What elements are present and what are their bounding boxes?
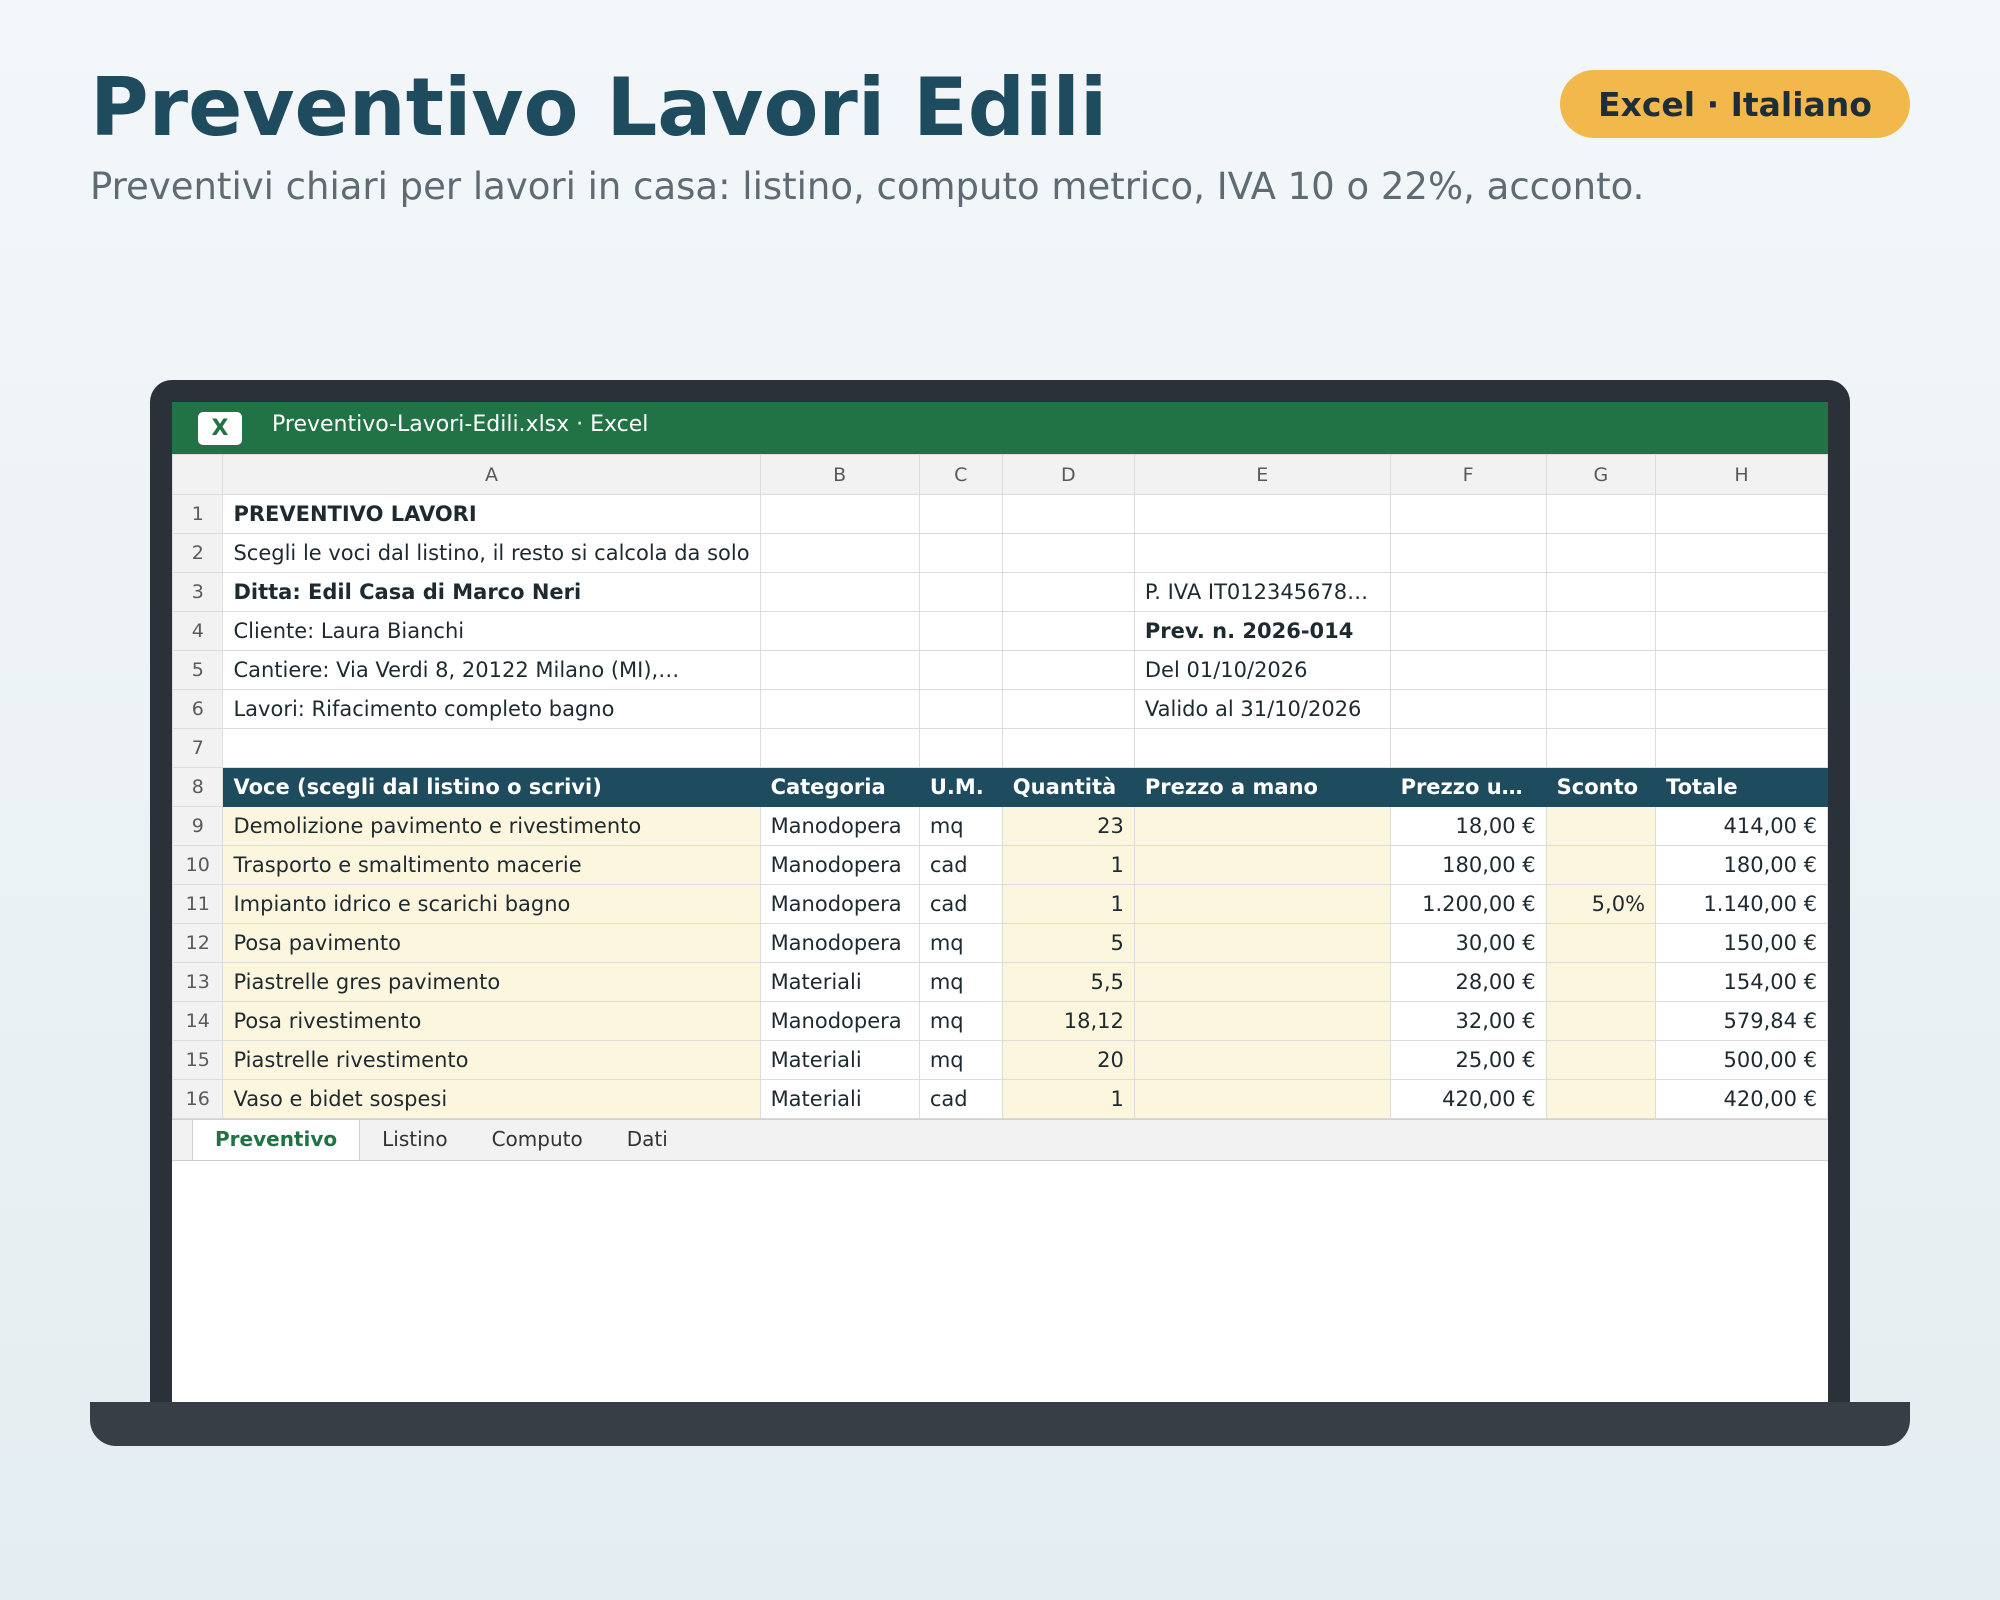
sheet-tab-computo[interactable]: Computo xyxy=(491,1127,583,1151)
categoria-cell[interactable]: Materiali xyxy=(760,1041,919,1080)
date-cell[interactable]: Del 01/10/2026 xyxy=(1134,651,1390,690)
prezzo-mano-cell[interactable] xyxy=(1134,1080,1390,1119)
categoria-cell[interactable]: Manodopera xyxy=(760,924,919,963)
sheet-row xyxy=(173,651,1828,690)
header-prezzo-unitario[interactable]: Prezzo u… xyxy=(1390,768,1546,807)
quantita-cell[interactable]: 20 xyxy=(1002,1041,1134,1080)
cell[interactable] xyxy=(1656,612,1828,651)
cell[interactable] xyxy=(1002,495,1134,534)
cell[interactable] xyxy=(223,729,760,768)
format-badge: Excel · Italiano xyxy=(1560,70,1910,138)
totale-cell[interactable]: 579,84 € xyxy=(1656,1002,1828,1041)
quantita-cell[interactable]: 5 xyxy=(1002,924,1134,963)
sheet-row xyxy=(173,612,1828,651)
voce-cell[interactable]: Demolizione pavimento e rivestimento xyxy=(223,807,760,846)
row-number[interactable]: 15 xyxy=(173,1041,223,1080)
totale-cell[interactable]: 154,00 € xyxy=(1656,963,1828,1002)
help-text-cell[interactable]: Scegli le voci dal listino, il resto si calcola da solo xyxy=(223,534,760,573)
quantita-cell[interactable]: 18,12 xyxy=(1002,1002,1134,1041)
header-sconto[interactable]: Sconto xyxy=(1546,768,1655,807)
title-bar xyxy=(172,402,1828,454)
cell[interactable] xyxy=(760,495,919,534)
cell[interactable] xyxy=(1546,573,1655,612)
table-row xyxy=(173,1041,1828,1080)
voce-cell[interactable]: Impianto idrico e scarichi bagno xyxy=(223,885,760,924)
cell[interactable] xyxy=(1002,612,1134,651)
table-row xyxy=(173,963,1828,1002)
table-row xyxy=(173,885,1828,924)
categoria-cell[interactable]: Materiali xyxy=(760,963,919,1002)
prezzo-unitario-cell[interactable]: 420,00 € xyxy=(1390,1080,1546,1119)
table-row xyxy=(173,1002,1828,1041)
page-title: Preventivo Lavori Edili xyxy=(90,61,1108,154)
prezzo-mano-cell[interactable] xyxy=(1134,807,1390,846)
site-cell[interactable]: Cantiere: Via Verdi 8, 20122 Milano (MI),… xyxy=(223,651,760,690)
cell[interactable] xyxy=(1002,729,1134,768)
row-number[interactable]: 4 xyxy=(173,612,223,651)
sheet-tab-listino[interactable]: Listino xyxy=(382,1127,448,1151)
cell[interactable] xyxy=(919,573,1002,612)
row-number[interactable]: 1 xyxy=(173,495,223,534)
voce-cell[interactable]: Posa rivestimento xyxy=(223,1002,760,1041)
categoria-cell[interactable]: Materiali xyxy=(760,1080,919,1119)
excel-icon: X xyxy=(198,412,242,445)
header-um[interactable]: U.M. xyxy=(919,768,1002,807)
row-number[interactable]: 8 xyxy=(173,768,223,807)
prezzo-mano-cell[interactable] xyxy=(1134,885,1390,924)
categoria-cell[interactable]: Manodopera xyxy=(760,885,919,924)
cell[interactable] xyxy=(1390,573,1546,612)
sconto-cell[interactable] xyxy=(1546,924,1655,963)
header-quantita[interactable]: Quantità xyxy=(1002,768,1134,807)
prezzo-unitario-cell[interactable]: 18,00 € xyxy=(1390,807,1546,846)
cell[interactable] xyxy=(1546,690,1655,729)
um-cell[interactable]: cad xyxy=(919,846,1002,885)
header-voce[interactable]: Voce (scegli dal listino o scrivi) xyxy=(223,768,760,807)
sconto-cell[interactable] xyxy=(1546,846,1655,885)
voce-cell[interactable]: Piastrelle rivestimento xyxy=(223,1041,760,1080)
categoria-cell[interactable]: Manodopera xyxy=(760,846,919,885)
cell[interactable] xyxy=(1002,573,1134,612)
totale-cell[interactable]: 420,00 € xyxy=(1656,1080,1828,1119)
prezzo-unitario-cell[interactable]: 32,00 € xyxy=(1390,1002,1546,1041)
sheet-row xyxy=(173,729,1828,768)
sconto-cell[interactable] xyxy=(1546,1080,1655,1119)
cell[interactable] xyxy=(1134,729,1390,768)
column-header-a[interactable]: A xyxy=(223,455,760,495)
column-header-h[interactable]: H xyxy=(1656,455,1828,495)
sheet-title-cell[interactable]: PREVENTIVO LAVORI xyxy=(223,495,760,534)
cell[interactable] xyxy=(1656,651,1828,690)
header-categoria[interactable]: Categoria xyxy=(760,768,919,807)
quote-number-cell[interactable]: Prev. n. 2026-014 xyxy=(1134,612,1390,651)
sheet-row xyxy=(173,573,1828,612)
cell[interactable] xyxy=(1134,495,1390,534)
cell[interactable] xyxy=(919,534,1002,573)
prezzo-unitario-cell[interactable]: 180,00 € xyxy=(1390,846,1546,885)
totale-cell[interactable]: 180,00 € xyxy=(1656,846,1828,885)
cell[interactable] xyxy=(1390,495,1546,534)
row-number[interactable]: 11 xyxy=(173,885,223,924)
sconto-cell[interactable] xyxy=(1546,807,1655,846)
table-header-row xyxy=(173,768,1828,807)
cell[interactable] xyxy=(1390,534,1546,573)
cell[interactable] xyxy=(1656,690,1828,729)
column-header-d[interactable]: D xyxy=(1002,455,1134,495)
cell[interactable] xyxy=(760,729,919,768)
cell[interactable] xyxy=(760,690,919,729)
prezzo-unitario-cell[interactable]: 25,00 € xyxy=(1390,1041,1546,1080)
works-cell[interactable]: Lavori: Rifacimento completo bagno xyxy=(223,690,760,729)
row-number[interactable]: 13 xyxy=(173,963,223,1002)
cell[interactable] xyxy=(760,612,919,651)
row-number[interactable]: 2 xyxy=(173,534,223,573)
quantita-cell[interactable]: 1 xyxy=(1002,885,1134,924)
totale-cell[interactable]: 414,00 € xyxy=(1656,807,1828,846)
totale-cell[interactable]: 150,00 € xyxy=(1656,924,1828,963)
um-cell[interactable]: mq xyxy=(919,963,1002,1002)
row-number[interactable]: 10 xyxy=(173,846,223,885)
prezzo-mano-cell[interactable] xyxy=(1134,963,1390,1002)
prezzo-mano-cell[interactable] xyxy=(1134,1041,1390,1080)
window-title: Preventivo-Lavori-Edili.xlsx · Excel xyxy=(272,412,649,437)
cell[interactable] xyxy=(1390,651,1546,690)
prezzo-mano-cell[interactable] xyxy=(1134,924,1390,963)
vat-number-cell[interactable]: P. IVA IT012345678… xyxy=(1134,573,1390,612)
cell[interactable] xyxy=(1546,612,1655,651)
sconto-cell[interactable] xyxy=(1546,963,1655,1002)
cell[interactable] xyxy=(919,612,1002,651)
sheet-tab-dati[interactable]: Dati xyxy=(626,1127,668,1151)
cell[interactable] xyxy=(919,729,1002,768)
column-header-row xyxy=(173,455,1828,495)
cell[interactable] xyxy=(919,651,1002,690)
categoria-cell[interactable]: Manodopera xyxy=(760,807,919,846)
column-header-b[interactable]: B xyxy=(760,455,919,495)
cell[interactable] xyxy=(760,573,919,612)
um-cell[interactable]: mq xyxy=(919,1002,1002,1041)
cell[interactable] xyxy=(1390,690,1546,729)
voce-cell[interactable]: Piastrelle gres pavimento xyxy=(223,963,760,1002)
um-cell[interactable]: mq xyxy=(919,1041,1002,1080)
cell[interactable] xyxy=(1656,729,1828,768)
company-cell[interactable]: Ditta: Edil Casa di Marco Neri xyxy=(223,573,760,612)
quantita-cell[interactable]: 5,5 xyxy=(1002,963,1134,1002)
sconto-cell[interactable] xyxy=(1546,1041,1655,1080)
sconto-cell[interactable] xyxy=(1546,1002,1655,1041)
cell[interactable] xyxy=(1546,729,1655,768)
cell[interactable] xyxy=(1656,534,1828,573)
column-header-e[interactable]: E xyxy=(1134,455,1390,495)
row-number[interactable]: 5 xyxy=(173,651,223,690)
cell[interactable] xyxy=(919,690,1002,729)
voce-cell[interactable]: Vaso e bidet sospesi xyxy=(223,1080,760,1119)
totale-cell[interactable]: 1.140,00 € xyxy=(1656,885,1828,924)
sheet-tabs-bar xyxy=(172,1119,1828,1161)
row-number[interactable]: 12 xyxy=(173,924,223,963)
laptop-base xyxy=(90,1402,1910,1446)
row-number[interactable]: 16 xyxy=(173,1080,223,1119)
cell[interactable] xyxy=(1546,534,1655,573)
page-subtitle: Preventivi chiari per lavori in casa: listino, computo metrico, IVA 10 o 22%, acconto. xyxy=(90,165,1645,208)
voce-cell[interactable]: Trasporto e smaltimento macerie xyxy=(223,846,760,885)
um-cell[interactable]: cad xyxy=(919,885,1002,924)
cell[interactable] xyxy=(1656,495,1828,534)
row-number[interactable]: 9 xyxy=(173,807,223,846)
column-header-c[interactable]: C xyxy=(919,455,1002,495)
client-cell[interactable]: Cliente: Laura Bianchi xyxy=(223,612,760,651)
totale-cell[interactable]: 500,00 € xyxy=(1656,1041,1828,1080)
cell[interactable] xyxy=(1002,651,1134,690)
um-cell[interactable]: mq xyxy=(919,924,1002,963)
prezzo-mano-cell[interactable] xyxy=(1134,846,1390,885)
sheet-tab-preventivo[interactable]: Preventivo xyxy=(192,1120,360,1160)
sheet-row xyxy=(173,534,1828,573)
cell[interactable] xyxy=(1390,612,1546,651)
categoria-cell[interactable]: Manodopera xyxy=(760,1002,919,1041)
header-totale[interactable]: Totale xyxy=(1656,768,1828,807)
quantita-cell[interactable]: 23 xyxy=(1002,807,1134,846)
cell[interactable] xyxy=(1002,534,1134,573)
column-header-f[interactable]: F xyxy=(1390,455,1546,495)
um-cell[interactable]: mq xyxy=(919,807,1002,846)
cell[interactable] xyxy=(1390,729,1546,768)
cell[interactable] xyxy=(760,534,919,573)
sconto-cell[interactable]: 5,0% xyxy=(1546,885,1655,924)
row-number[interactable]: 14 xyxy=(173,1002,223,1041)
validity-cell[interactable]: Valido al 31/10/2026 xyxy=(1134,690,1390,729)
cell[interactable] xyxy=(760,651,919,690)
cell[interactable] xyxy=(919,495,1002,534)
um-cell[interactable]: cad xyxy=(919,1080,1002,1119)
sheet-row xyxy=(173,495,1828,534)
select-all-corner[interactable] xyxy=(173,455,223,495)
table-row xyxy=(173,846,1828,885)
table-row xyxy=(173,1080,1828,1119)
cell[interactable] xyxy=(1002,690,1134,729)
row-number[interactable]: 6 xyxy=(173,690,223,729)
row-number[interactable]: 7 xyxy=(173,729,223,768)
cell[interactable] xyxy=(1546,495,1655,534)
prezzo-unitario-cell[interactable]: 1.200,00 € xyxy=(1390,885,1546,924)
cell[interactable] xyxy=(1656,573,1828,612)
prezzo-unitario-cell[interactable]: 30,00 € xyxy=(1390,924,1546,963)
laptop-screen xyxy=(150,380,1850,1405)
table-row xyxy=(173,807,1828,846)
sheet-row xyxy=(173,690,1828,729)
spreadsheet-grid xyxy=(172,454,1828,1119)
table-row xyxy=(173,924,1828,963)
voce-cell[interactable]: Posa pavimento xyxy=(223,924,760,963)
header-prezzo-mano[interactable]: Prezzo a mano xyxy=(1134,768,1390,807)
quantita-cell[interactable]: 1 xyxy=(1002,1080,1134,1119)
column-header-g[interactable]: G xyxy=(1546,455,1655,495)
prezzo-unitario-cell[interactable]: 28,00 € xyxy=(1390,963,1546,1002)
row-number[interactable]: 3 xyxy=(173,573,223,612)
quantita-cell[interactable]: 1 xyxy=(1002,846,1134,885)
cell[interactable] xyxy=(1134,534,1390,573)
excel-window xyxy=(172,402,1828,1405)
prezzo-mano-cell[interactable] xyxy=(1134,1002,1390,1041)
cell[interactable] xyxy=(1546,651,1655,690)
